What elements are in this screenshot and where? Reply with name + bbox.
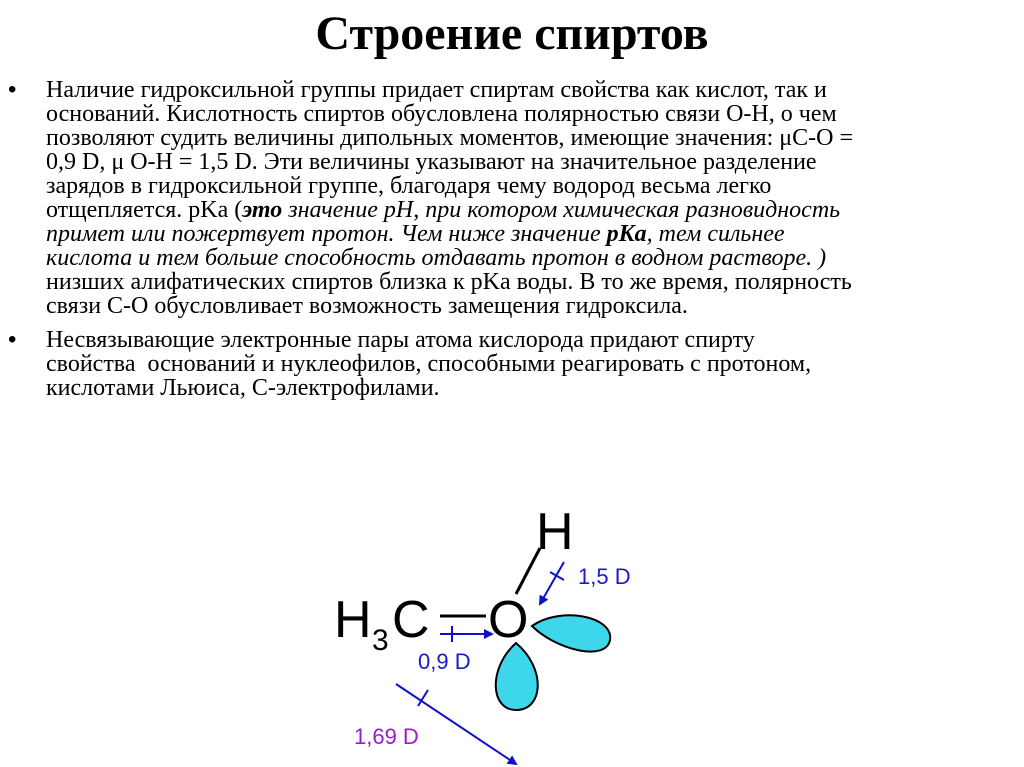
text-line: кислота и тем больше способность отдавать протон в водном растворе. ) bbox=[46, 245, 827, 271]
text-line: кислотами Льюиса, С-электрофилами. bbox=[46, 375, 440, 401]
text-line: позволяют судить величины дипольных моментов, имеющие значения: μС-О = bbox=[46, 125, 853, 151]
atom-h3-label: H bbox=[334, 591, 372, 649]
italic-text: значение pH, при котором химическая разновидность bbox=[282, 197, 841, 223]
bullet-marker: • bbox=[8, 76, 17, 103]
text-line bbox=[46, 222, 1004, 246]
emphasis-text: pKa bbox=[606, 221, 647, 247]
atom-o-label: O bbox=[488, 591, 529, 649]
text-line: связи С-О обусловливает возможность замещения гидроксила. bbox=[46, 293, 688, 319]
bullet-item-lone-pairs bbox=[0, 328, 1024, 400]
emphasis-text: это bbox=[242, 197, 283, 223]
bullet-marker: • bbox=[8, 326, 17, 353]
italic-text: , тем сильнее bbox=[646, 221, 785, 247]
text-line: низших алифатических спиртов близка к pKa воды. В то же время, полярность bbox=[46, 269, 852, 295]
lone-pair-lower-orbital bbox=[496, 643, 538, 710]
italic-text: примет или пожертвует протон. Чем ниже значение bbox=[46, 221, 607, 247]
text-line: 0,9 D, μ О-Н = 1,5 D. Эти величины указывают на значительное разделение bbox=[46, 149, 817, 175]
dipole-arrow-oh bbox=[540, 562, 564, 604]
dipole-label-total: 1,69 D bbox=[354, 724, 419, 749]
bullet-item-hydroxyl-properties bbox=[0, 78, 1024, 318]
bullet-list bbox=[0, 78, 1024, 400]
text-line: Наличие гидроксильной группы придает спиртам свойства как кислот, так и bbox=[46, 77, 827, 103]
atom-c-label: C bbox=[392, 591, 430, 649]
text-line: зарядов в гидроксильной группе, благодаря чему водород весьма легко bbox=[46, 173, 772, 199]
text-line: Несвязывающие электронные пары атома кислорода придают спирту bbox=[46, 327, 755, 353]
methanol-dipole-diagram bbox=[320, 500, 640, 767]
text-fragment: отщепляется. pKa ( bbox=[46, 197, 243, 223]
dipole-label-co: 0,9 D bbox=[418, 649, 471, 674]
dipole-label-oh: 1,5 D bbox=[578, 564, 631, 589]
lone-pair-upper-orbital bbox=[532, 615, 610, 651]
atom-h-label: H bbox=[536, 503, 574, 561]
text-line: оснований. Кислотность спиртов обусловлена полярностью связи О-Н, о чем bbox=[46, 101, 837, 127]
text-line: свойства оснований и нуклеофилов, способными реагировать с протоном, bbox=[46, 351, 812, 377]
atom-h3-subscript: 3 bbox=[372, 624, 389, 657]
text-line bbox=[46, 198, 1004, 222]
slide-title: Строение спиртов bbox=[315, 7, 709, 60]
